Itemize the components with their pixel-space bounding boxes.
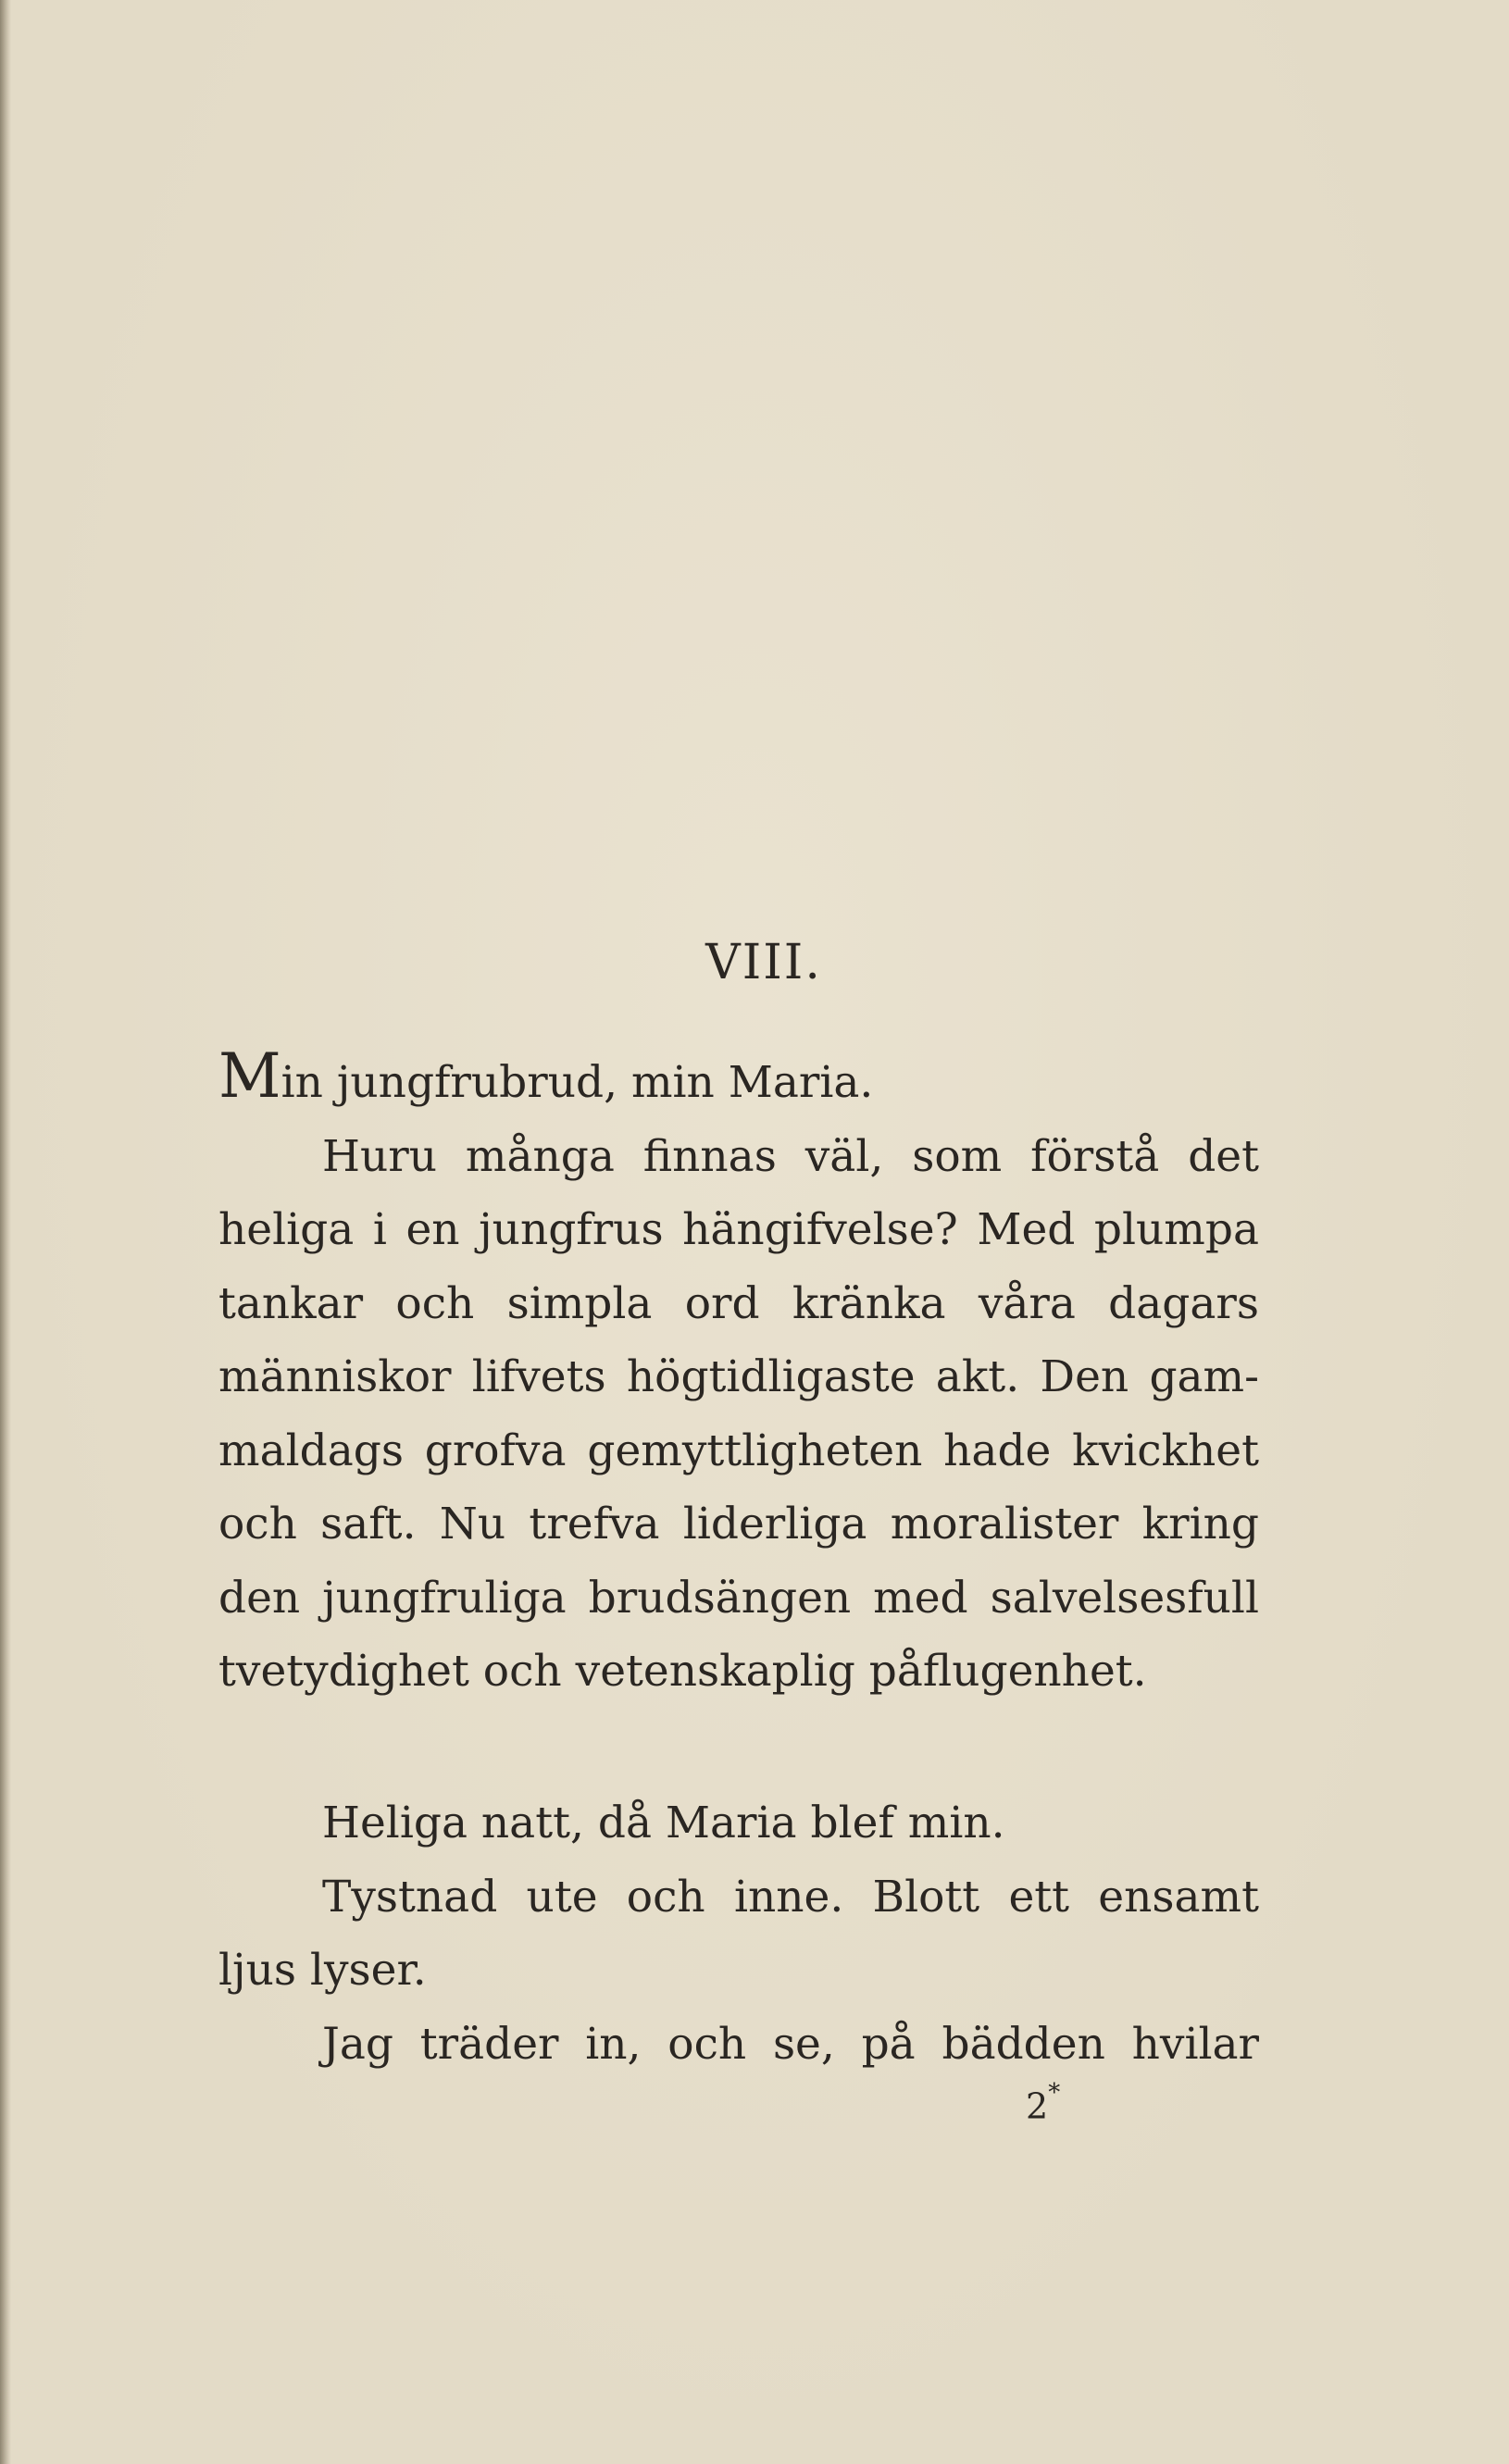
text-line: människor lifvets högtidligaste akt. Den gam- bbox=[218, 1351, 1259, 1402]
text-line: Huru många finnas väl, som förstå det bbox=[322, 1130, 1259, 1182]
text-line: maldags grofva gemyttligheten hade kvickhet bbox=[218, 1425, 1259, 1476]
page-binding-edge bbox=[0, 0, 11, 2464]
text-line: Heliga natt, då Maria blef min. bbox=[322, 1798, 1005, 1848]
opening-line bbox=[218, 1040, 1259, 1120]
text-line: och saft. Nu trefva liderliga moralister kring bbox=[218, 1499, 1259, 1549]
page-number: 2 bbox=[1026, 2085, 1049, 2127]
body-text bbox=[218, 1040, 1259, 1709]
body-text-second-paragraph bbox=[218, 1786, 1259, 2081]
text-line: ljus lyser. bbox=[218, 1945, 427, 1996]
signature-mark: * bbox=[1048, 2079, 1061, 2107]
page-signature bbox=[1026, 2079, 1061, 2127]
chapter-heading: VIII. bbox=[705, 935, 822, 990]
text-line: Jag träder in, och se, på bädden hvilar bbox=[322, 2018, 1259, 2070]
text-line: heliga i en jungfrus hängifvelse? Med plumpa bbox=[218, 1204, 1259, 1255]
text-line: Tystnad ute och inne. Blott ett ensamt bbox=[322, 1871, 1259, 1923]
text-line: den jungfruliga brudsängen med salvelsesfull bbox=[218, 1572, 1259, 1624]
text-line: in jungfrubrud, min Maria. bbox=[281, 1057, 874, 1108]
text-line: tankar och simpla ord kränka våra dagars bbox=[218, 1277, 1259, 1329]
text-line: tvetydighet och vetenskaplig påflugenhet. bbox=[218, 1646, 1147, 1697]
dropcap-letter: M bbox=[218, 1040, 281, 1112]
